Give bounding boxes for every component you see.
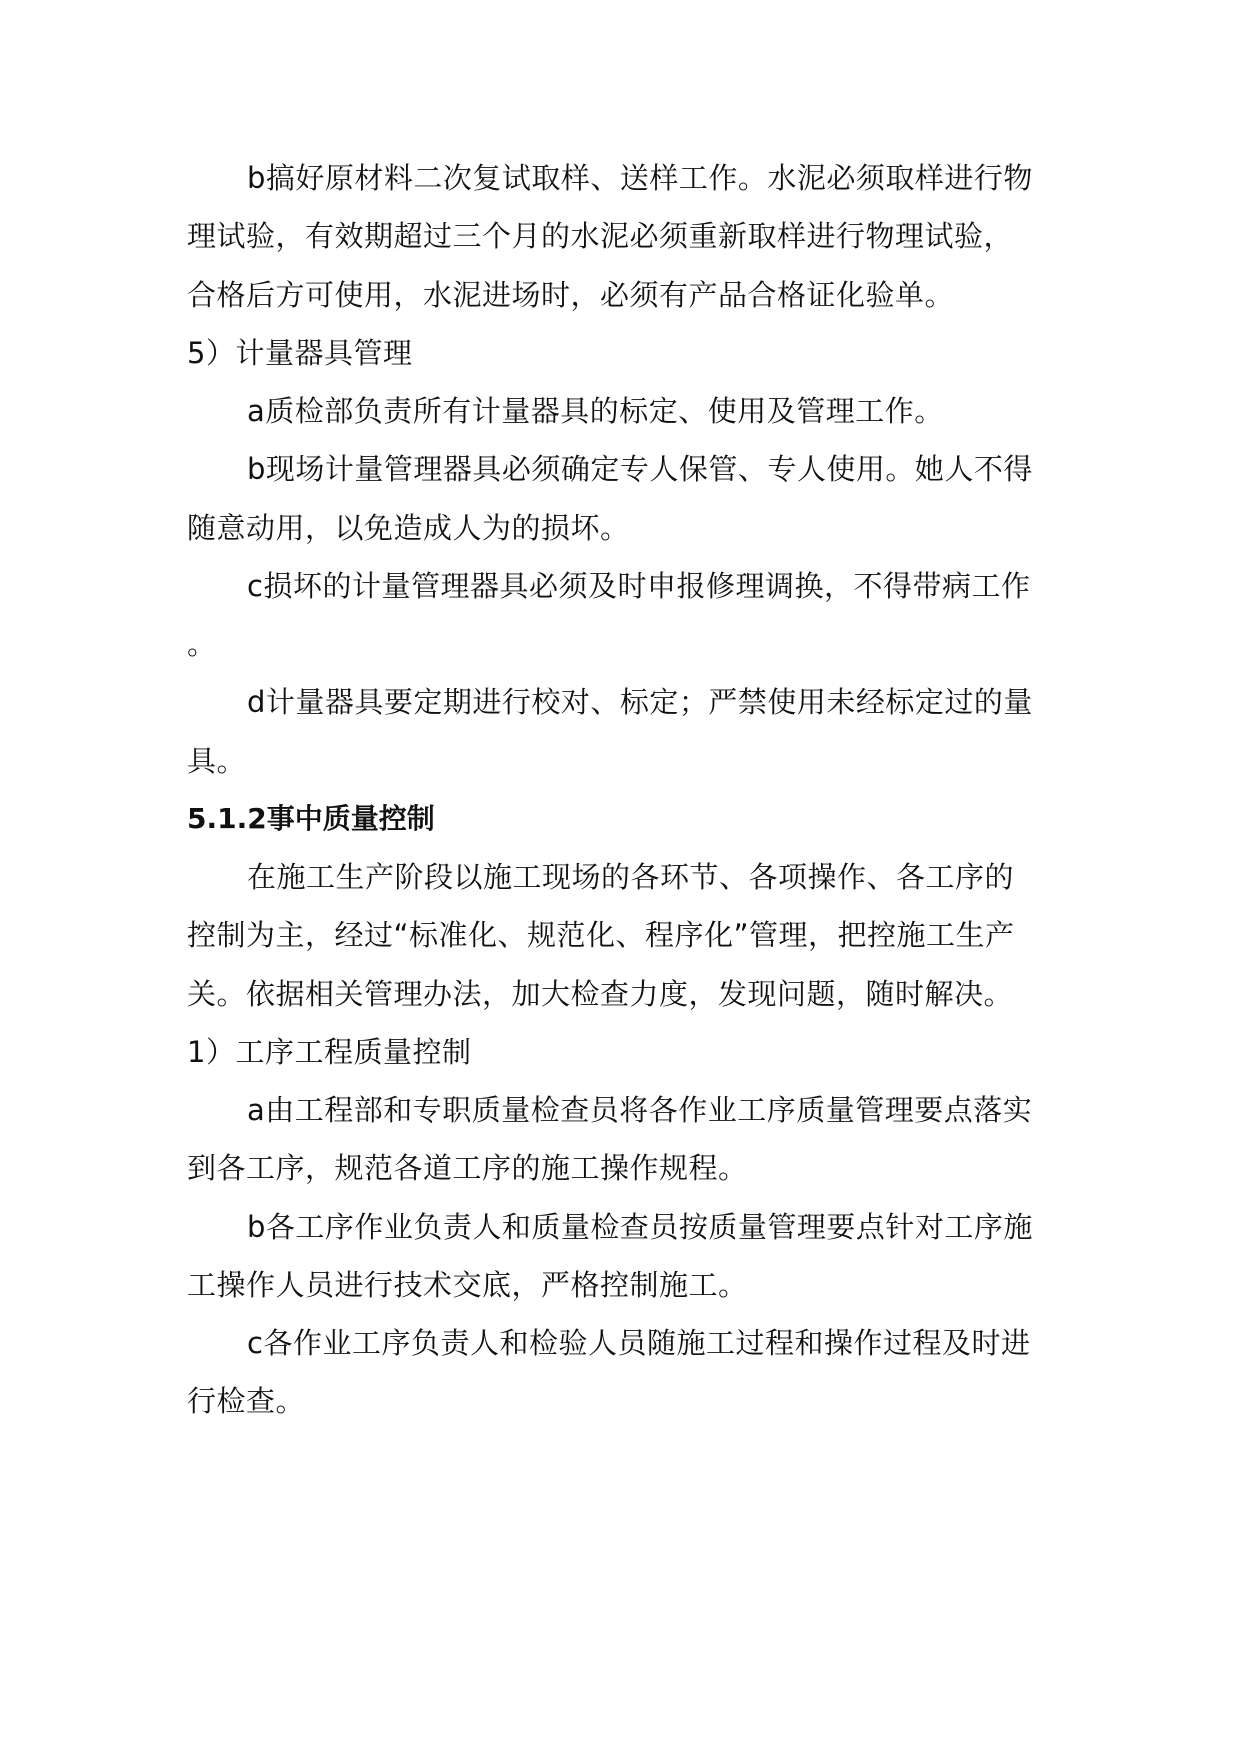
paragraph-line: c损坏的计量管理器具必须及时申报修理调换，不得带病工作: [247, 569, 1031, 603]
paragraph-line: 。: [187, 627, 217, 661]
paragraph-line: b现场计量管理器具必须确定专人保管、专人使用。她人不得: [247, 452, 1033, 486]
paragraph-line: 具。: [187, 744, 247, 778]
paragraph-line: 行检查。: [187, 1384, 306, 1418]
paragraph-line: a质检部负责所有计量器具的标定、使用及管理工作。: [247, 394, 944, 428]
paragraph-line: b搞好原材料二次复试取样、送样工作。水泥必须取样进行物: [247, 161, 1033, 195]
subsection-heading: 5）计量器具管理: [187, 336, 413, 370]
paragraph-line: 工操作人员进行技术交底，严格控制施工。: [187, 1268, 748, 1302]
subsection-heading: 1）工序工程质量控制: [187, 1035, 472, 1069]
paragraph-line: 关。依据相关管理办法，加大检查力度，发现问题，随时解决。: [187, 977, 1014, 1011]
paragraph-line: 控制为主，经过“标准化、规范化、程序化”管理，把控施工生产: [187, 918, 1015, 952]
paragraph-line: d计量器具要定期进行校对、标定；严禁使用未经标定过的量: [247, 685, 1033, 719]
paragraph-line: 到各工序，规范各道工序的施工操作规程。: [187, 1151, 748, 1185]
paragraph-line: 在施工生产阶段以施工现场的各环节、各项操作、各工序的: [247, 860, 1015, 894]
paragraph-line: 合格后方可使用，水泥进场时，必须有产品合格证化验单。: [187, 278, 955, 312]
paragraph-line: 理试验，有效期超过三个月的水泥必须重新取样进行物理试验，: [187, 219, 1014, 253]
paragraph-line: b各工序作业负责人和质量检查员按质量管理要点针对工序施: [247, 1210, 1033, 1244]
paragraph-line: 随意动用，以免造成人为的损坏。: [187, 511, 630, 545]
paragraph-line: a由工程部和专职质量检查员将各作业工序质量管理要点落实: [247, 1093, 1033, 1127]
section-heading: 5.1.2事中质量控制: [187, 802, 435, 835]
paragraph-line: c各作业工序负责人和检验人员随施工过程和操作过程及时进: [247, 1326, 1031, 1360]
